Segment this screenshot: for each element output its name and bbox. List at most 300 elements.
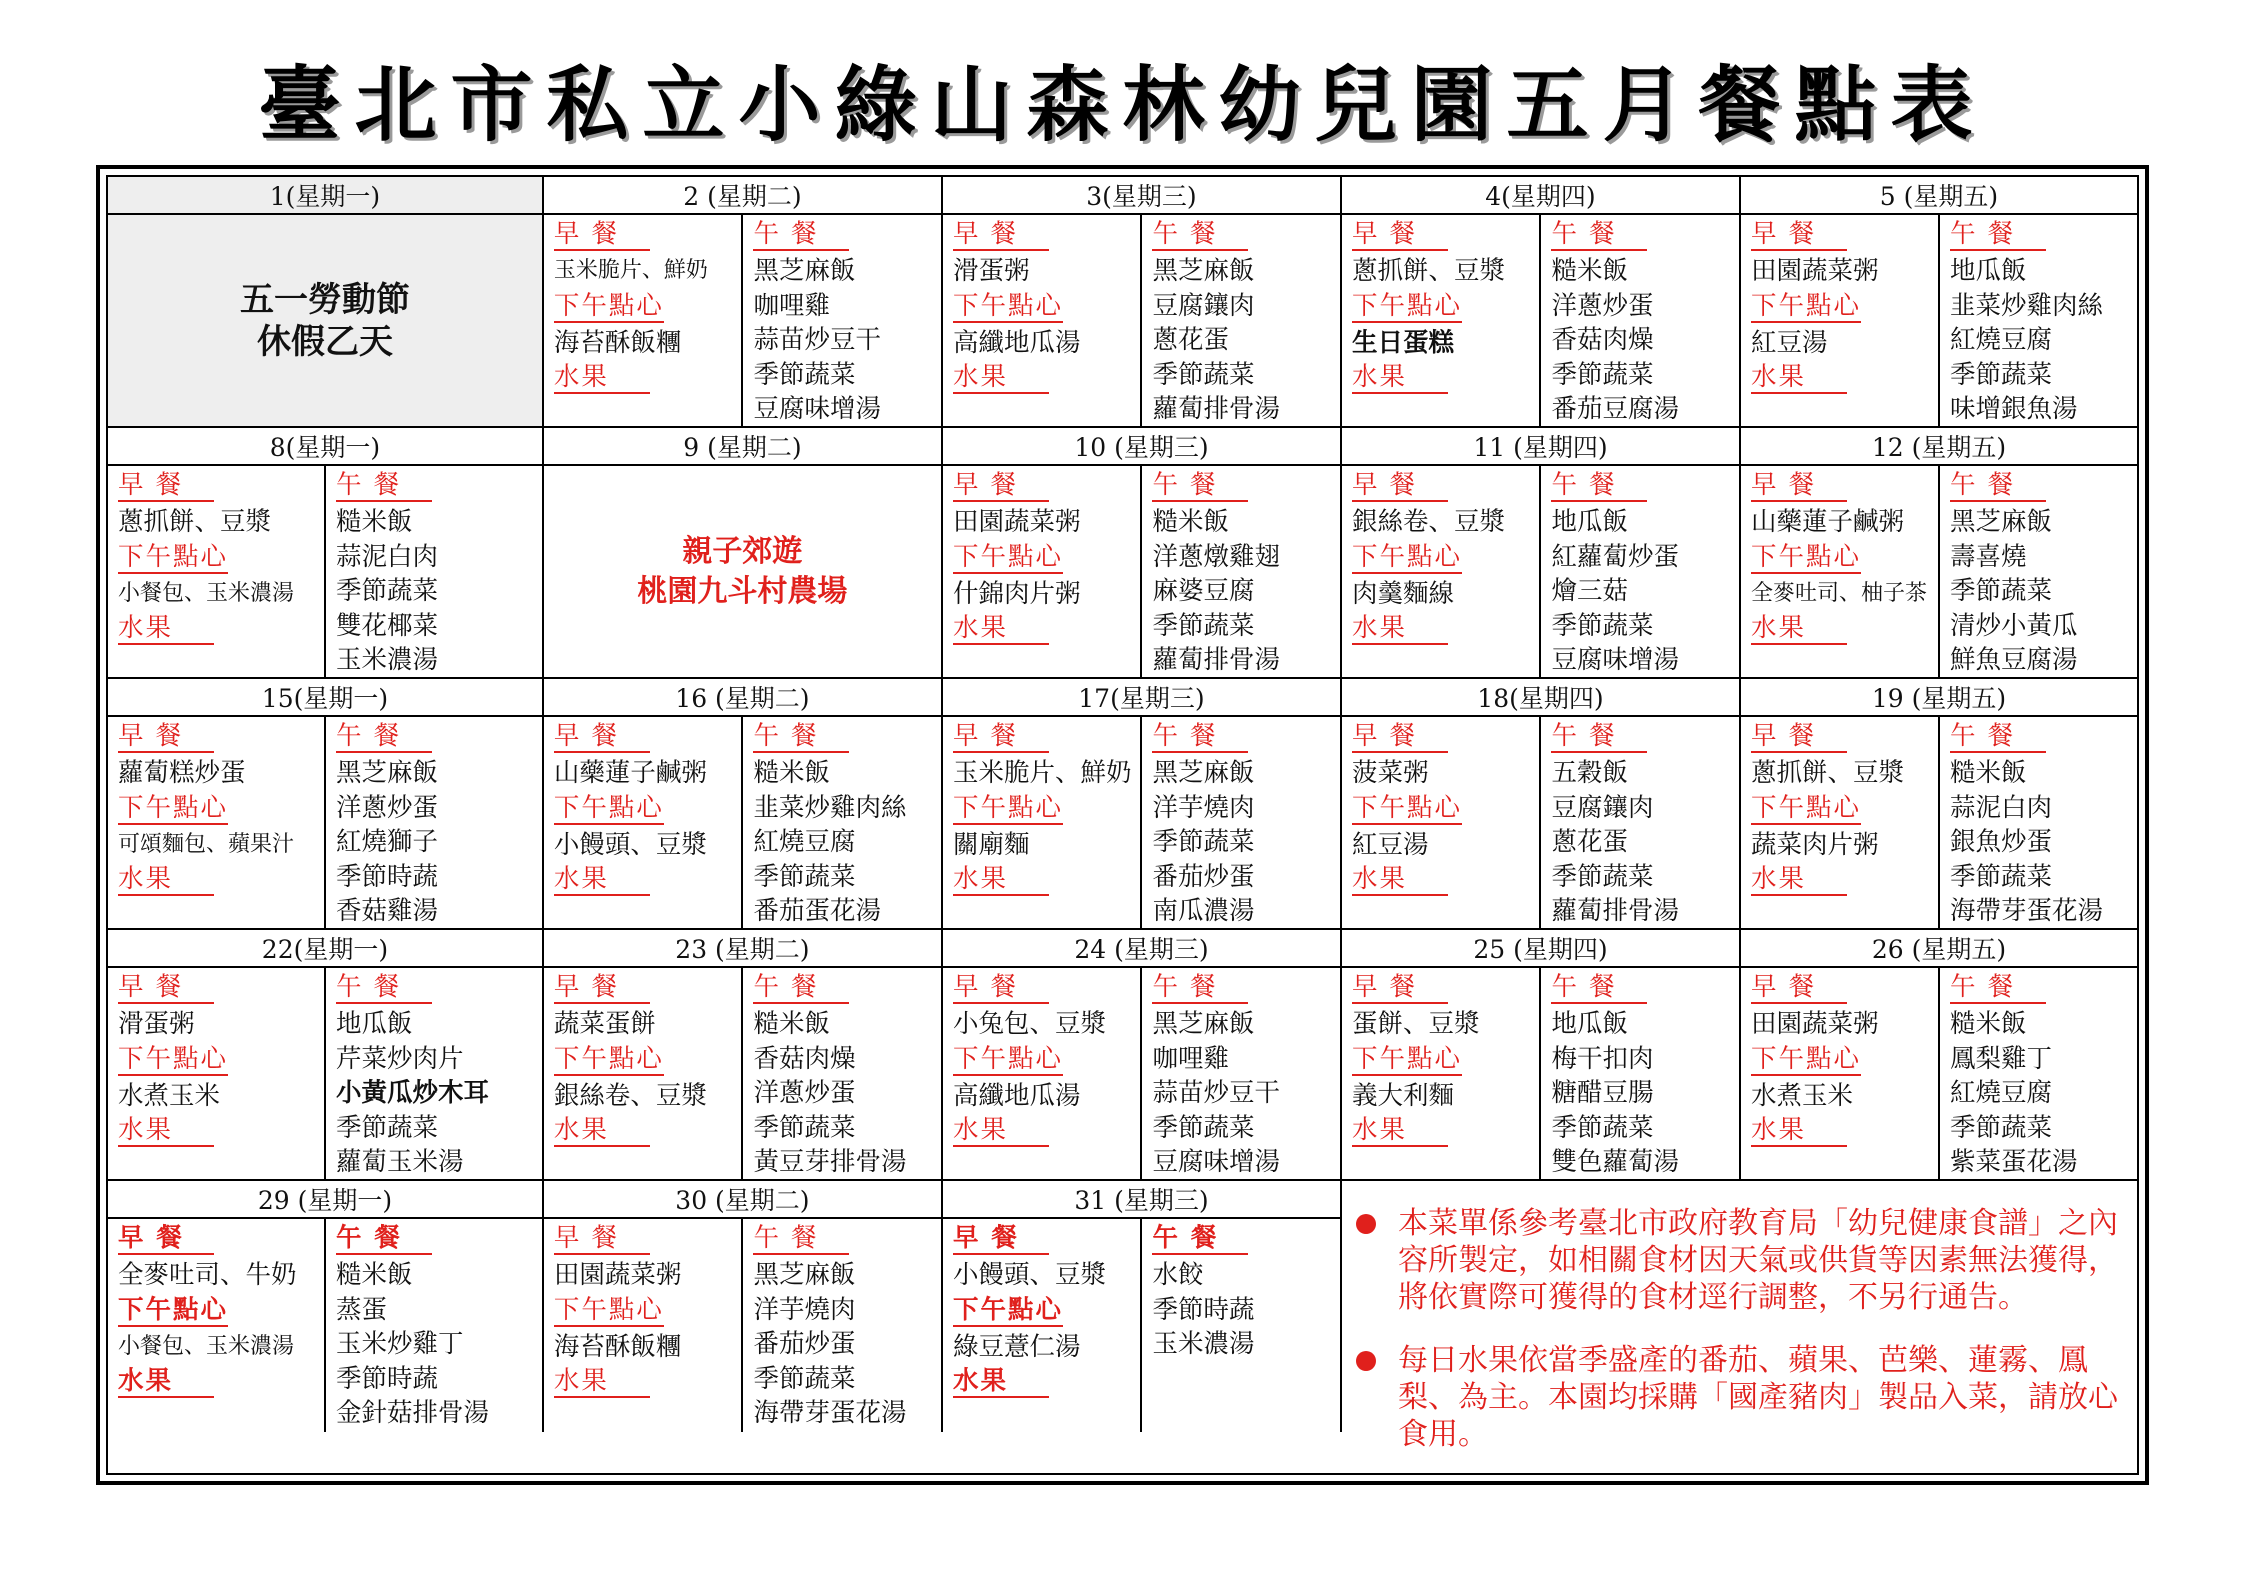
snack-item: 海苔酥飯糰 bbox=[553, 327, 682, 358]
lunch-item: 味增銀魚湯 bbox=[1949, 394, 2078, 424]
lunch-item: 蘿蔔排骨湯 bbox=[1152, 394, 1280, 424]
fruit-label: 水果 bbox=[1751, 1115, 1847, 1147]
lunch-item: 黑芝麻飯 bbox=[335, 758, 438, 788]
lunch-item: 季節蔬菜 bbox=[335, 576, 438, 606]
breakfast-snack-col bbox=[1741, 717, 1938, 928]
lunch-col bbox=[741, 717, 941, 928]
fruit-label: 水果 bbox=[1751, 613, 1847, 645]
breakfast-label: 早 餐 bbox=[1751, 219, 1847, 251]
fruit-label: 水果 bbox=[1352, 613, 1448, 645]
day-header-4: 4(星期四) bbox=[1342, 177, 1741, 215]
lunch-item: 梅干扣肉 bbox=[1551, 1043, 1654, 1074]
breakfast-snack-col bbox=[1342, 215, 1540, 426]
breakfast-snack-col bbox=[544, 717, 742, 928]
field-trip-title: 親子郊遊 bbox=[682, 533, 803, 569]
breakfast-item: 蔥抓餅、豆漿 bbox=[1750, 758, 1904, 788]
lunch-col bbox=[741, 968, 941, 1179]
snack-item: 蔬菜肉片粥 bbox=[1750, 829, 1879, 860]
lunch-item: 紫菜蛋花湯 bbox=[1949, 1147, 2078, 1177]
lunch-col bbox=[1539, 717, 1739, 928]
lunch-item: 季節時蔬 bbox=[335, 1363, 438, 1394]
lunch-item: 紅燒獅子 bbox=[335, 827, 438, 857]
snack-label: 下午點心 bbox=[1351, 1043, 1462, 1074]
lunch-item: 季節蔬菜 bbox=[1152, 610, 1255, 641]
fruit-label: 水果 bbox=[953, 1366, 1049, 1398]
lunch-label: 午 餐 bbox=[1950, 219, 2046, 251]
day-header-2: 2 (星期二) bbox=[544, 177, 943, 215]
snack-item: 水煮玉米 bbox=[118, 1080, 221, 1111]
lunch-item: 蔥花蛋 bbox=[1551, 827, 1628, 857]
holiday-note: 休假乙天 bbox=[256, 321, 393, 362]
lunch-item: 小黃瓜炒木耳 bbox=[335, 1078, 489, 1108]
lunch-label: 午 餐 bbox=[1950, 470, 2046, 502]
day-header-3: 3(星期三) bbox=[943, 177, 1342, 215]
breakfast-label: 早 餐 bbox=[118, 1223, 214, 1255]
lunch-label: 午 餐 bbox=[753, 721, 849, 753]
lunch-label: 午 餐 bbox=[1551, 219, 1647, 251]
snack-item: 小饅頭、豆漿 bbox=[553, 829, 707, 860]
snack-item: 水煮玉米 bbox=[1750, 1080, 1853, 1111]
lunch-col bbox=[1539, 968, 1739, 1179]
fruit-label: 水果 bbox=[1352, 362, 1448, 394]
lunch-col bbox=[1938, 968, 2137, 1179]
breakfast-item: 田園蔬菜粥 bbox=[1750, 1009, 1879, 1039]
fruit-label: 水果 bbox=[554, 1366, 650, 1398]
lunch-item: 季節蔬菜 bbox=[335, 1112, 438, 1143]
lunch-item: 季節蔬菜 bbox=[1949, 359, 2052, 390]
breakfast-snack-col bbox=[108, 1219, 324, 1432]
snack-item: 綠豆薏仁湯 bbox=[952, 1331, 1081, 1362]
lunch-item: 糙米飯 bbox=[753, 1009, 830, 1039]
lunch-item: 銀魚炒蛋 bbox=[1949, 827, 2052, 857]
lunch-item: 洋蔥炒蛋 bbox=[1551, 290, 1654, 321]
breakfast-snack-col bbox=[108, 717, 324, 928]
lunch-item: 季節時蔬 bbox=[335, 861, 438, 892]
lunch-item: 黑芝麻飯 bbox=[1152, 758, 1255, 788]
lunch-label: 午 餐 bbox=[753, 972, 849, 1004]
lunch-item: 海帶芽蛋花湯 bbox=[753, 1398, 907, 1428]
breakfast-snack-col bbox=[943, 466, 1141, 677]
day-cell-25 bbox=[1342, 968, 1741, 1181]
lunch-label: 午 餐 bbox=[1551, 721, 1647, 753]
lunch-col bbox=[1140, 1219, 1340, 1432]
day-header-17: 17(星期三) bbox=[943, 679, 1342, 717]
lunch-item: 洋蔥炒蛋 bbox=[753, 1078, 856, 1108]
snack-label: 下午點心 bbox=[952, 290, 1063, 321]
lunch-label: 午 餐 bbox=[1152, 470, 1248, 502]
breakfast-label: 早 餐 bbox=[118, 721, 214, 753]
lunch-item: 豆腐鑲肉 bbox=[1551, 792, 1654, 823]
snack-item: 關廟麵 bbox=[952, 829, 1030, 860]
lunch-label: 午 餐 bbox=[1950, 721, 2046, 753]
lunch-item: 番茄炒蛋 bbox=[753, 1329, 856, 1359]
day-header-12: 12 (星期五) bbox=[1741, 428, 2137, 466]
lunch-item: 香菇肉燥 bbox=[1551, 325, 1654, 355]
breakfast-label: 早 餐 bbox=[953, 721, 1049, 753]
lunch-item: 糙米飯 bbox=[1949, 1009, 2027, 1039]
breakfast-item: 田園蔬菜粥 bbox=[952, 507, 1081, 537]
breakfast-label: 早 餐 bbox=[118, 470, 214, 502]
holiday-title: 五一勞動節 bbox=[239, 279, 410, 320]
lunch-col bbox=[1140, 968, 1340, 1179]
breakfast-item: 蘿蔔糕炒蛋 bbox=[118, 758, 246, 788]
lunch-item: 糙米飯 bbox=[753, 758, 830, 788]
snack-label: 下午點心 bbox=[1351, 290, 1462, 321]
snack-label: 下午點心 bbox=[1351, 541, 1462, 572]
day-cell-11 bbox=[1342, 466, 1741, 679]
day-cell-18 bbox=[1342, 717, 1741, 930]
lunch-col bbox=[324, 1219, 542, 1432]
lunch-item: 糙米飯 bbox=[1152, 507, 1229, 537]
lunch-col bbox=[1140, 215, 1340, 426]
lunch-item: 蒜泥白肉 bbox=[1949, 792, 2052, 823]
fruit-label: 水果 bbox=[118, 864, 214, 896]
lunch-item: 黃豆芽排骨湯 bbox=[753, 1147, 907, 1177]
snack-label: 下午點心 bbox=[952, 1294, 1063, 1325]
lunch-item: 雙花椰菜 bbox=[335, 610, 438, 641]
fruit-label: 水果 bbox=[953, 864, 1049, 896]
day-header-31: 31 (星期三) bbox=[943, 1181, 1342, 1219]
snack-item: 高纖地瓜湯 bbox=[952, 1080, 1081, 1111]
lunch-item: 番茄炒蛋 bbox=[1152, 861, 1255, 892]
day-cell-24 bbox=[943, 968, 1342, 1181]
lunch-item: 洋蔥炒蛋 bbox=[335, 792, 438, 823]
lunch-item: 糖醋豆腸 bbox=[1551, 1078, 1654, 1108]
lunch-item: 金針菇排骨湯 bbox=[335, 1398, 489, 1428]
lunch-item: 咖哩雞 bbox=[1152, 1043, 1229, 1074]
lunch-item: 黑芝麻飯 bbox=[753, 1260, 856, 1290]
lunch-item: 地瓜飯 bbox=[335, 1009, 413, 1039]
breakfast-label: 早 餐 bbox=[1352, 219, 1448, 251]
day-header-23: 23 (星期二) bbox=[544, 930, 943, 968]
notes-cell bbox=[1342, 1181, 2137, 1452]
breakfast-snack-col bbox=[1342, 968, 1540, 1179]
snack-item: 小餐包、玉米濃湯 bbox=[118, 580, 295, 606]
breakfast-snack-col bbox=[943, 968, 1141, 1179]
day-cell-12 bbox=[1741, 466, 2137, 679]
lunch-label: 午 餐 bbox=[753, 1223, 849, 1255]
lunch-item: 韭菜炒雞肉絲 bbox=[753, 792, 907, 823]
snack-label: 下午點心 bbox=[952, 541, 1063, 572]
lunch-col bbox=[1539, 215, 1739, 426]
day-cell-31 bbox=[943, 1219, 1342, 1432]
breakfast-snack-col bbox=[1741, 466, 1938, 677]
day-header-9: 9 (星期二) bbox=[544, 428, 943, 466]
breakfast-snack-col bbox=[544, 215, 742, 426]
day-cell-17 bbox=[943, 717, 1342, 930]
lunch-item: 季節蔬菜 bbox=[1949, 861, 2052, 892]
breakfast-snack-col bbox=[943, 717, 1141, 928]
breakfast-item: 田園蔬菜粥 bbox=[1750, 256, 1879, 286]
lunch-item: 地瓜飯 bbox=[1551, 507, 1628, 537]
day-cell-15 bbox=[108, 717, 544, 930]
lunch-item: 季節蔬菜 bbox=[1551, 359, 1654, 390]
lunch-item: 雙色蘿蔔湯 bbox=[1551, 1147, 1679, 1177]
lunch-item: 玉米炒雞丁 bbox=[335, 1329, 464, 1359]
fruit-label: 水果 bbox=[1352, 864, 1448, 896]
lunch-item: 蒸蛋 bbox=[335, 1294, 387, 1325]
lunch-label: 午 餐 bbox=[753, 219, 849, 251]
lunch-item: 黑芝麻飯 bbox=[1949, 507, 2052, 537]
fruit-label: 水果 bbox=[1751, 864, 1847, 896]
snack-label: 下午點心 bbox=[1750, 541, 1861, 572]
lunch-col bbox=[741, 215, 941, 426]
lunch-item: 玉米濃湯 bbox=[335, 645, 438, 675]
breakfast-item: 蔬菜蛋餅 bbox=[553, 1009, 656, 1039]
breakfast-label: 早 餐 bbox=[953, 972, 1049, 1004]
snack-item: 義大利麵 bbox=[1351, 1080, 1454, 1111]
lunch-item: 季節蔬菜 bbox=[1551, 610, 1654, 641]
snack-label: 下午點心 bbox=[118, 541, 229, 572]
day-cell-30 bbox=[544, 1219, 943, 1432]
snack-label: 下午點心 bbox=[118, 792, 229, 823]
snack-label: 下午點心 bbox=[1750, 290, 1861, 321]
lunch-col bbox=[324, 968, 542, 1179]
lunch-item: 黑芝麻飯 bbox=[1152, 256, 1255, 286]
breakfast-label: 早 餐 bbox=[1751, 470, 1847, 502]
lunch-item: 香菇肉燥 bbox=[753, 1043, 856, 1074]
lunch-item: 壽喜燒 bbox=[1949, 541, 2027, 572]
lunch-item: 黑芝麻飯 bbox=[753, 256, 856, 286]
snack-item: 生日蛋糕 bbox=[1351, 327, 1454, 358]
breakfast-snack-col bbox=[108, 968, 324, 1179]
lunch-item: 黑芝麻飯 bbox=[1152, 1009, 1255, 1039]
snack-item: 紅豆湯 bbox=[1351, 829, 1429, 860]
lunch-label: 午 餐 bbox=[1152, 721, 1248, 753]
snack-label: 下午點心 bbox=[952, 1043, 1063, 1074]
day-header-29: 29 (星期一) bbox=[108, 1181, 544, 1219]
bullet-icon bbox=[1356, 1351, 1376, 1371]
lunch-label: 午 餐 bbox=[336, 470, 432, 502]
lunch-item: 紅蘿蔔炒蛋 bbox=[1551, 541, 1679, 572]
breakfast-snack-col bbox=[544, 968, 742, 1179]
day-header-16: 16 (星期二) bbox=[544, 679, 943, 717]
lunch-item: 季節蔬菜 bbox=[1152, 827, 1255, 857]
breakfast-item: 山藥蓮子鹹粥 bbox=[553, 758, 707, 788]
lunch-item: 季節蔬菜 bbox=[753, 861, 856, 892]
snack-item: 海苔酥飯糰 bbox=[553, 1331, 682, 1362]
lunch-item: 糙米飯 bbox=[335, 507, 413, 537]
lunch-item: 豆腐味增湯 bbox=[1152, 1147, 1280, 1177]
day-cell-29 bbox=[108, 1219, 544, 1432]
breakfast-item: 田園蔬菜粥 bbox=[553, 1260, 682, 1290]
day-cell-16 bbox=[544, 717, 943, 930]
lunch-item: 蘿蔔排骨湯 bbox=[1551, 896, 1679, 926]
breakfast-label: 早 餐 bbox=[1352, 972, 1448, 1004]
breakfast-label: 早 餐 bbox=[953, 219, 1049, 251]
menu-table-frame bbox=[96, 165, 2149, 1485]
breakfast-label: 早 餐 bbox=[1751, 972, 1847, 1004]
fruit-label: 水果 bbox=[953, 613, 1049, 645]
breakfast-label: 早 餐 bbox=[554, 721, 650, 753]
breakfast-item: 銀絲卷、豆漿 bbox=[1351, 507, 1505, 537]
lunch-item: 蘿蔔玉米湯 bbox=[335, 1147, 464, 1177]
fruit-label: 水果 bbox=[1751, 362, 1847, 394]
lunch-item: 豆腐味增湯 bbox=[1551, 645, 1679, 675]
lunch-col bbox=[324, 717, 542, 928]
breakfast-item: 蛋餅、豆漿 bbox=[1351, 1009, 1480, 1039]
lunch-col bbox=[1140, 466, 1340, 677]
lunch-item: 糙米飯 bbox=[1949, 758, 2027, 788]
breakfast-item: 蔥抓餅、豆漿 bbox=[1351, 256, 1505, 286]
lunch-label: 午 餐 bbox=[336, 972, 432, 1004]
lunch-item: 洋蔥燉雞翅 bbox=[1152, 541, 1280, 572]
lunch-item: 糙米飯 bbox=[1551, 256, 1628, 286]
lunch-item: 洋芋燒肉 bbox=[1152, 792, 1255, 823]
breakfast-item: 山藥蓮子鹹粥 bbox=[1750, 507, 1904, 537]
breakfast-label: 早 餐 bbox=[554, 1223, 650, 1255]
day-header-8: 8(星期一) bbox=[108, 428, 544, 466]
note-item bbox=[1356, 1342, 2123, 1453]
fruit-label: 水果 bbox=[118, 1366, 214, 1398]
lunch-item: 蒜泥白肉 bbox=[335, 541, 438, 572]
lunch-item: 蔥花蛋 bbox=[1152, 325, 1229, 355]
note-item bbox=[1356, 1205, 2123, 1316]
day-cell-3 bbox=[943, 215, 1342, 428]
fruit-label: 水果 bbox=[953, 1115, 1049, 1147]
lunch-item: 蒜苗炒豆干 bbox=[1152, 1078, 1280, 1108]
lunch-item: 玉米濃湯 bbox=[1152, 1329, 1255, 1359]
breakfast-snack-col bbox=[1741, 215, 1938, 426]
lunch-item: 五穀飯 bbox=[1551, 758, 1628, 788]
bullet-icon bbox=[1356, 1214, 1376, 1234]
snack-label: 下午點心 bbox=[1351, 792, 1462, 823]
breakfast-snack-col bbox=[108, 466, 324, 677]
lunch-item: 地瓜飯 bbox=[1551, 1009, 1628, 1039]
snack-item: 小餐包、玉米濃湯 bbox=[118, 1333, 295, 1359]
lunch-item: 季節蔬菜 bbox=[1551, 861, 1654, 892]
breakfast-label: 早 餐 bbox=[554, 972, 650, 1004]
day-header-26: 26 (星期五) bbox=[1741, 930, 2137, 968]
lunch-col bbox=[1938, 717, 2137, 928]
note-text: 本菜單係參考臺北市政府教育局「幼兒健康食譜」之內容所製定，如相關食材因天氣或供貨等因素無法獲得，將依實際可獲得的食材逕行調整，不另行通告。 bbox=[1397, 1206, 2118, 1315]
lunch-col bbox=[1539, 466, 1739, 677]
lunch-item: 洋芋燒肉 bbox=[753, 1294, 856, 1325]
fruit-label: 水果 bbox=[118, 613, 214, 645]
day-header-5: 5 (星期五) bbox=[1741, 177, 2137, 215]
lunch-item: 地瓜飯 bbox=[1949, 256, 2027, 286]
fruit-label: 水果 bbox=[953, 362, 1049, 394]
lunch-item: 芹菜炒肉片 bbox=[335, 1043, 464, 1074]
lunch-item: 番茄蛋花湯 bbox=[753, 896, 881, 926]
lunch-item: 豆腐味增湯 bbox=[753, 394, 881, 424]
snack-label: 下午點心 bbox=[553, 792, 664, 823]
lunch-label: 午 餐 bbox=[1152, 1223, 1248, 1255]
lunch-col bbox=[1140, 717, 1340, 928]
breakfast-label: 早 餐 bbox=[118, 972, 214, 1004]
day-header-19: 19 (星期五) bbox=[1741, 679, 2137, 717]
day-cell-5 bbox=[1741, 215, 2137, 428]
breakfast-label: 早 餐 bbox=[1751, 721, 1847, 753]
day-header-30: 30 (星期二) bbox=[544, 1181, 943, 1219]
day-header-15: 15(星期一) bbox=[108, 679, 544, 717]
lunch-item: 韭菜炒雞肉絲 bbox=[1949, 290, 2103, 321]
breakfast-snack-col bbox=[1342, 466, 1540, 677]
snack-item: 全麥吐司、柚子茶 bbox=[1750, 580, 1927, 606]
snack-label: 下午點心 bbox=[1750, 1043, 1861, 1074]
lunch-label: 午 餐 bbox=[1950, 972, 2046, 1004]
day-header-1: 1(星期一) bbox=[108, 177, 544, 215]
day-cell-4 bbox=[1342, 215, 1741, 428]
breakfast-item: 滑蛋粥 bbox=[118, 1009, 195, 1039]
fruit-label: 水果 bbox=[1352, 1115, 1448, 1147]
lunch-col bbox=[741, 1219, 941, 1432]
lunch-item: 季節蔬菜 bbox=[1949, 576, 2052, 606]
lunch-item: 清炒小黃瓜 bbox=[1949, 610, 2078, 641]
day-header-22: 22(星期一) bbox=[108, 930, 544, 968]
day-cell-26 bbox=[1741, 968, 2137, 1181]
lunch-label: 午 餐 bbox=[1551, 470, 1647, 502]
fruit-label: 水果 bbox=[118, 1115, 214, 1147]
breakfast-item: 滑蛋粥 bbox=[952, 256, 1030, 286]
breakfast-item: 玉米脆片、鮮奶 bbox=[952, 758, 1132, 788]
lunch-item: 紅燒豆腐 bbox=[1949, 1078, 2052, 1108]
breakfast-label: 早 餐 bbox=[953, 470, 1049, 502]
breakfast-label: 早 餐 bbox=[1352, 721, 1448, 753]
breakfast-label: 早 餐 bbox=[554, 219, 650, 251]
day-cell-8 bbox=[108, 466, 544, 679]
breakfast-snack-col bbox=[943, 215, 1141, 426]
snack-item: 銀絲卷、豆漿 bbox=[553, 1080, 707, 1111]
page-title: 臺北市私立小綠山森林幼兒園五月餐點表 bbox=[258, 57, 1987, 153]
lunch-col bbox=[1938, 215, 2137, 426]
breakfast-label: 早 餐 bbox=[953, 1223, 1049, 1255]
lunch-item: 季節時蔬 bbox=[1152, 1294, 1255, 1325]
lunch-item: 水餃 bbox=[1152, 1260, 1204, 1290]
snack-label: 下午點心 bbox=[118, 1294, 229, 1325]
lunch-item: 蒜苗炒豆干 bbox=[753, 325, 881, 355]
snack-label: 下午點心 bbox=[952, 792, 1063, 823]
lunch-item: 蘿蔔排骨湯 bbox=[1152, 645, 1280, 675]
lunch-item: 季節蔬菜 bbox=[1152, 1112, 1255, 1143]
lunch-item: 豆腐鑲肉 bbox=[1152, 290, 1255, 321]
note-text: 每日水果依當季盛產的番茄、蘋果、芭樂、蓮霧、鳳梨、為主。本園均採購「國產豬肉」製品入菜，請放心食用。 bbox=[1397, 1343, 2118, 1452]
lunch-col bbox=[1938, 466, 2137, 677]
lunch-item: 季節蔬菜 bbox=[753, 359, 856, 390]
lunch-label: 午 餐 bbox=[1152, 972, 1248, 1004]
snack-label: 下午點心 bbox=[118, 1043, 229, 1074]
lunch-item: 香菇雞湯 bbox=[335, 896, 438, 926]
day-cell-22 bbox=[108, 968, 544, 1181]
breakfast-snack-col bbox=[544, 1219, 742, 1432]
breakfast-item: 全麥吐司、牛奶 bbox=[118, 1260, 297, 1290]
day-header-10: 10 (星期三) bbox=[943, 428, 1342, 466]
lunch-item: 糙米飯 bbox=[335, 1260, 413, 1290]
lunch-label: 午 餐 bbox=[1551, 972, 1647, 1004]
day-cell-10 bbox=[943, 466, 1342, 679]
lunch-item: 鮮魚豆腐湯 bbox=[1949, 645, 2078, 675]
lunch-item: 季節蔬菜 bbox=[1152, 359, 1255, 390]
lunch-item: 季節蔬菜 bbox=[753, 1363, 856, 1394]
snack-label: 下午點心 bbox=[553, 1294, 664, 1325]
snack-label: 下午點心 bbox=[1750, 792, 1861, 823]
breakfast-label: 早 餐 bbox=[1352, 470, 1448, 502]
lunch-label: 午 餐 bbox=[336, 1223, 432, 1255]
day-header-11: 11 (星期四) bbox=[1342, 428, 1741, 466]
snack-label: 下午點心 bbox=[553, 1043, 664, 1074]
lunch-item: 番茄豆腐湯 bbox=[1551, 394, 1679, 424]
breakfast-item: 小饅頭、豆漿 bbox=[952, 1260, 1106, 1290]
day-header-25: 25 (星期四) bbox=[1342, 930, 1741, 968]
field-trip-location: 桃園九斗村農場 bbox=[637, 573, 848, 609]
breakfast-item: 菠菜粥 bbox=[1351, 758, 1429, 788]
day-cell-2 bbox=[544, 215, 943, 428]
lunch-item: 南瓜濃湯 bbox=[1152, 896, 1255, 926]
fruit-label: 水果 bbox=[554, 1115, 650, 1147]
lunch-item: 鳳梨雞丁 bbox=[1949, 1043, 2052, 1074]
lunch-label: 午 餐 bbox=[336, 721, 432, 753]
holiday-cell-1 bbox=[108, 215, 544, 428]
